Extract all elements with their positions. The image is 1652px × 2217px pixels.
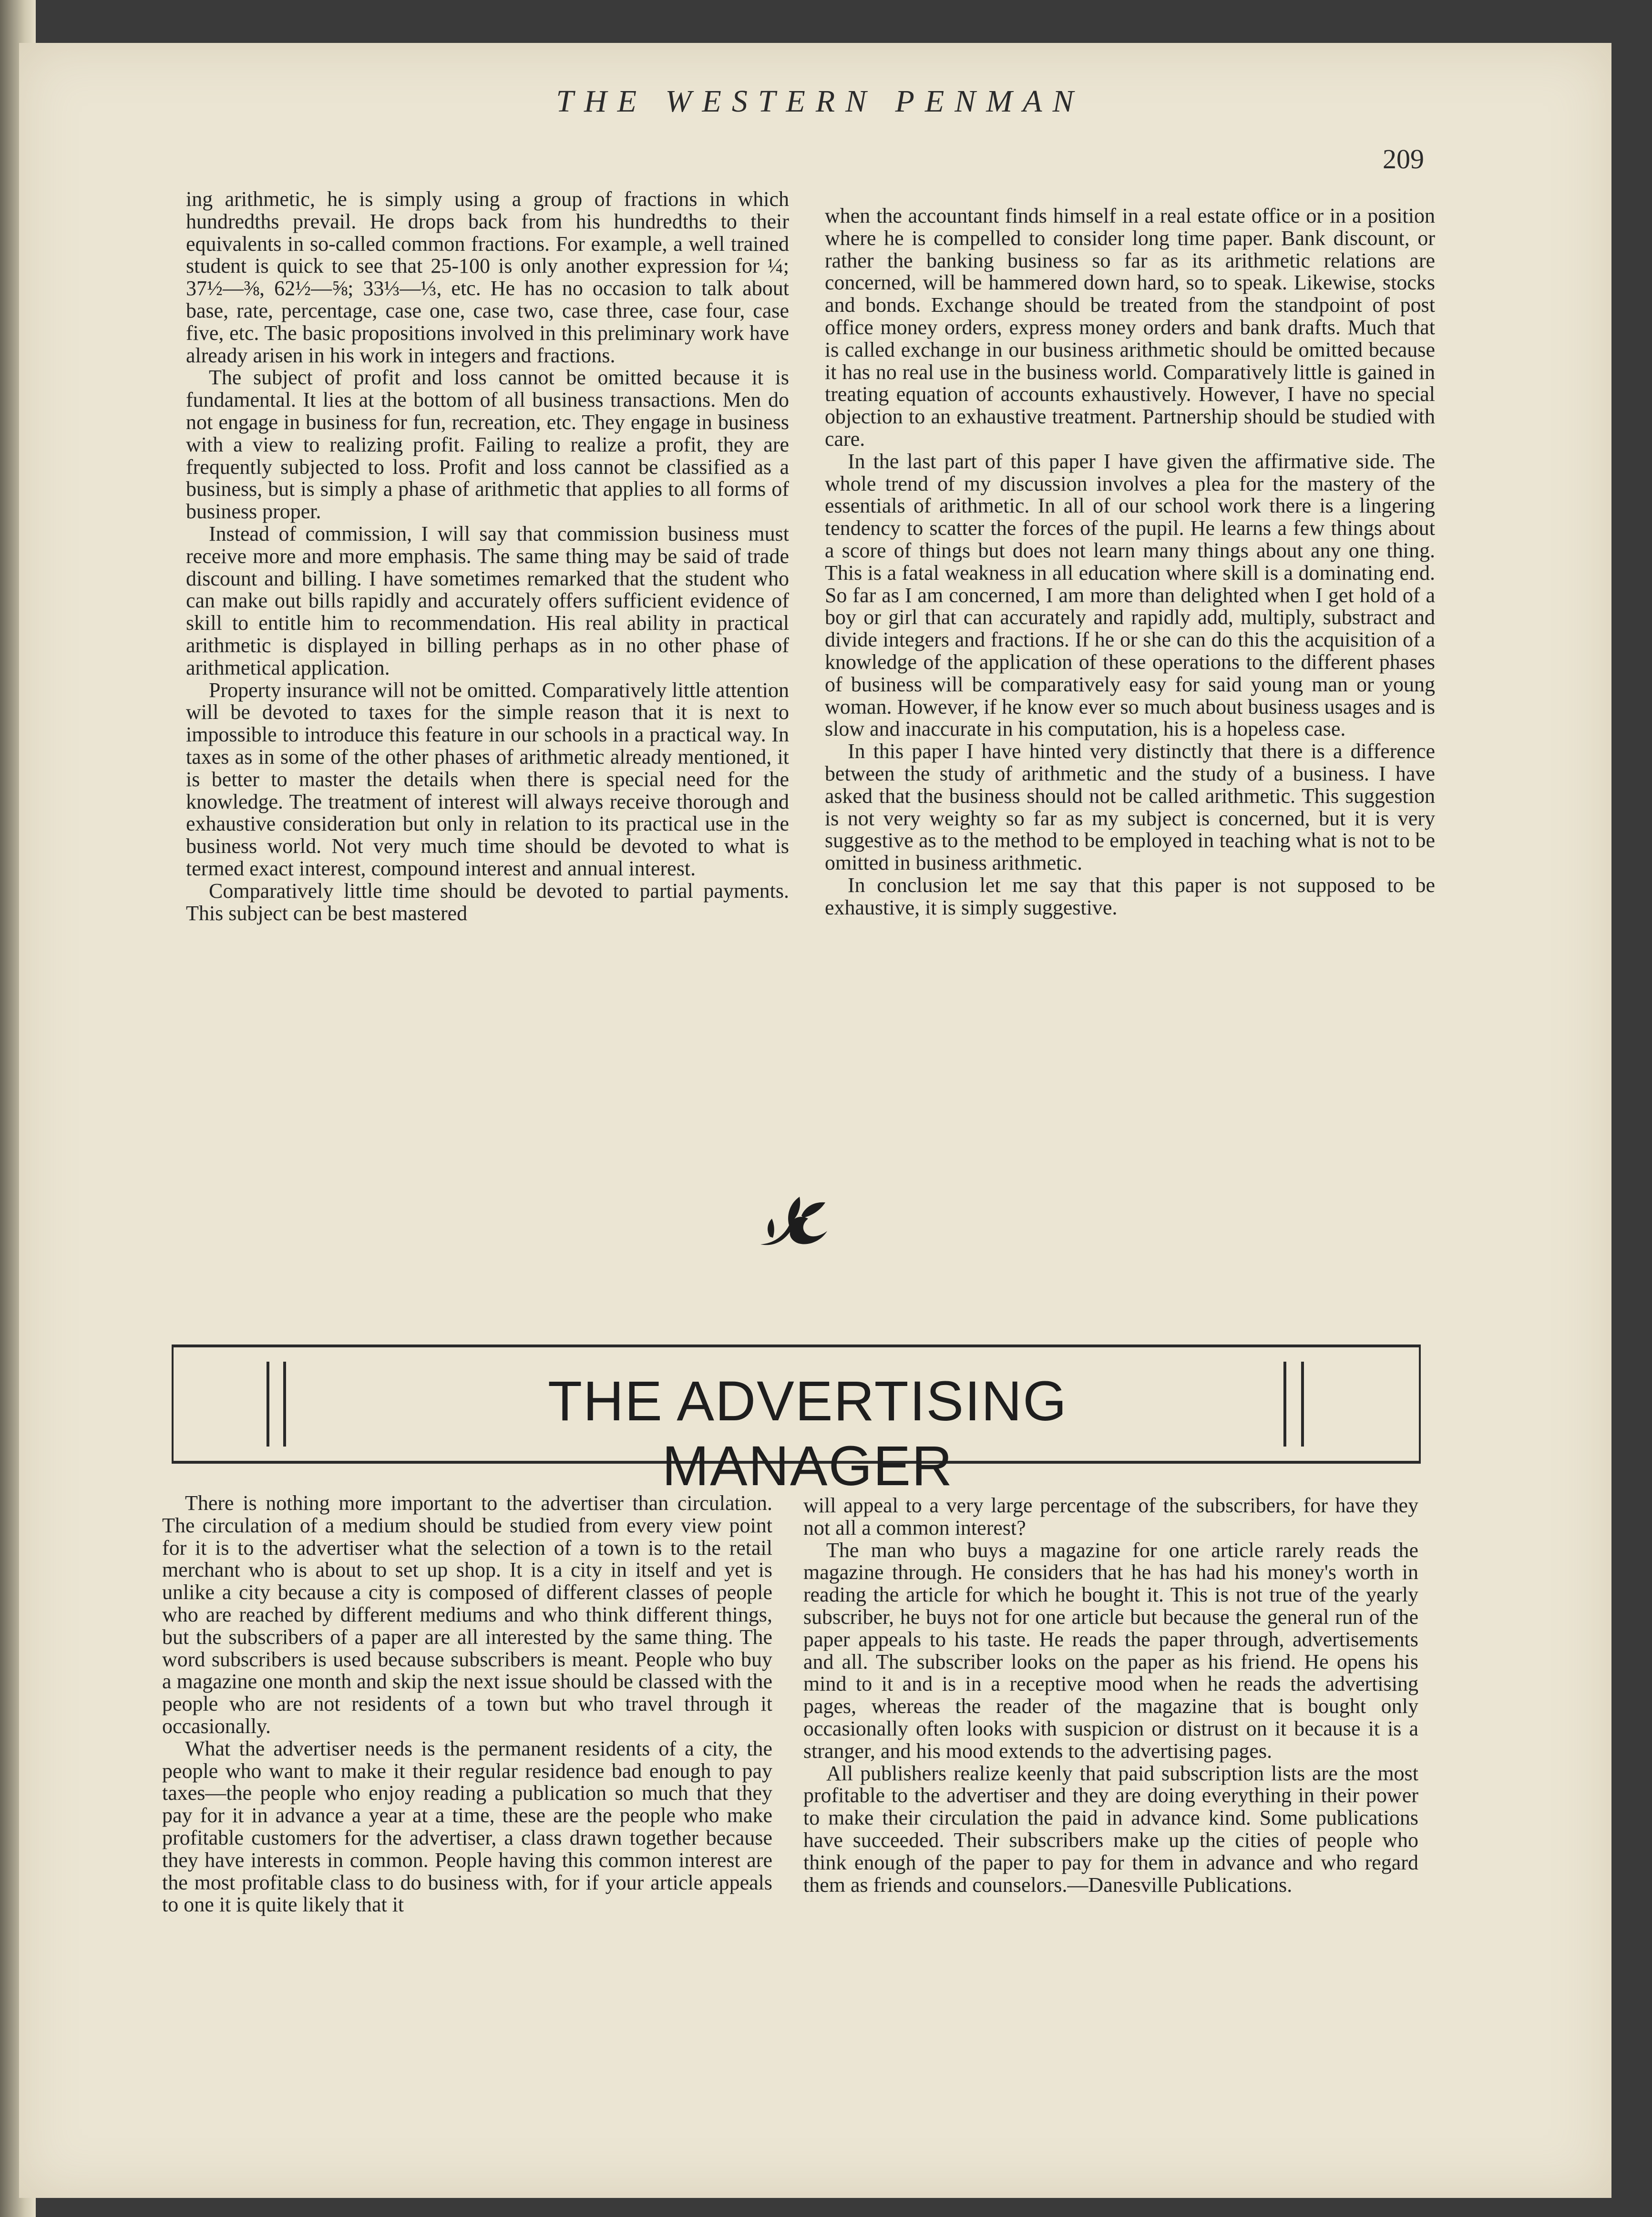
banner-rule [1301, 1362, 1304, 1447]
paragraph: ing arithmetic, he is simply using a group of fractions in which hundredths prevail. He drops back from his hundredths to their equivalents in so-called common fractions. For example, a well trained student is quick to see that 25-100 is only another expression for ¼; 37½—⅜, 62½—⅝; 33⅓—⅓, etc. He has no occasion to talk about base, rate, percentage, case one, case two, case three, case four, case five, etc. The basic propositions involved in this preliminary work have already arisen in his work in integers and fractions. [186, 187, 789, 367]
paragraph: Comparatively little time should be devoted to partial payments. This subject can be best mastered [186, 879, 789, 925]
paragraph: The subject of profit and loss cannot be omitted because it is fundamental. It lies at the bottom of all business transactions. Men do not engage in business for fun, recreation, etc. They engage in business with a view to realizing profit. Failing to realize a profit, they are frequently subjected to loss. Profit and loss cannot be classified as a business, but is simply a phase of arithmetic that applies to all forms of business proper. [186, 366, 789, 523]
paragraph: All publishers realize keenly that paid subscription lists are the most profitable to the advertiser and they are doing everything in their power to make their circulation the paid in advance kind. Some publications have succeeded. Their subscribers make up the cities of people who think enough of the paper to pay for them in advance and who regard them as friends and counselors.—Danesville Publications. [803, 1761, 1418, 1897]
paragraph: when the accountant finds himself in a real estate office or in a position where he is compelled to consider long time paper. Bank discount, or rather the banking business so far as its arithmetic relations are concerned, will be hammered down hard, so to speak. Likewise, stocks and bonds. Exchange should be treated from the standpoint of post office money orders, express money orders and bank drafts. Much that is called exchange in our business arithmetic should be omitted because it has no real use in the business world. Comparatively little is gained in treating equation of accounts exhaustively. However, I have no special objection to an exhaustive treatment. Partnership should be studied with care. [825, 204, 1435, 451]
running-title: THE WESTERN PENMAN [556, 84, 1084, 119]
paragraph: What the advertiser needs is the permanent residents of a city, the people who want to make it their regular residence bad enough to pay taxes—the people who enjoy reading a publication so much that they pay for it in advance a year at a time, these are the people who make profitable customers for the advertiser, a class drawn together because they have interests in common. People having this common interest are the most profitable class to do business with, for if your article appeals to one it is quite likely that it [162, 1736, 772, 1917]
article1-column-left [186, 188, 789, 924]
banner-rule [1283, 1362, 1286, 1447]
paragraph: Property insurance will not be omitted. Comparatively little attention will be devoted to taxes for the simple reason that it is next to impossible to introduce this feature in our schools in a practical way. In taxes as in some of the other phases of arithmetic already mentioned, it is better to master the details when there is special need for the knowledge. The treatment of interest will always receive thorough and exhaustive consideration but only in relation to its practical use in the business world. Not very much time should be devoted to what is termed exact interest, compound interest and annual interest. [186, 678, 789, 880]
paragraph: There is nothing more important to the advertiser than circulation. The circulation of a medium should be studied from every view point for it is to the advertiser what the selection of a town is to the retail merchant who is about to set up shop. It is a city in itself and yet is unlike a city because a city is composed of different classes of people who are reached by different mediums and who think different things, but the subscribers of a paper are all interested by the same thing. The word subscribers is used because subscribers is meant. People who buy a magazine one month and skip the next issue should be classed with the people who are not residents of a town but who travel through it occasionally. [162, 1491, 772, 1738]
paragraph: The man who buys a magazine for one article rarely reads the magazine through. He considers that he has had his money's worth in reading the article for which he bought it. This is not true of the yearly subscriber, he buys not for one article but because the general run of the paper appeals to his taste. He reads the paper through, advertisements and all. The subscriber looks on the paper as his friend. He opens his mind to it and is in a receptive mood when he reads the advertising pages, whereas the reader of the magazine that is bought only occasionally often looks with suspicion or distrust on it because it is a stranger, and his mood extends to the advertising pages. [803, 1538, 1418, 1763]
fleuron-ornament-icon [756, 1187, 832, 1254]
article1-column-right [825, 205, 1435, 919]
paragraph: will appeal to a very large percentage of the subscribers, for have they not all a common interest? [803, 1494, 1418, 1540]
paragraph: In this paper I have hinted very distinctly that there is a difference between the study of arithmetic and the study of a business. I have asked that the business should not be called arithmetic. This suggestion is not very weighty so far as my subject is concerned, but it is very suggestive as to the method to be employed in teaching what is not to be omitted in business arithmetic. [825, 739, 1435, 875]
paragraph: In the last part of this paper I have given the affirmative side. The whole trend of my discussion involves a plea for the mastery of the essentials of arithmetic. In all of our school work there is a lingering tendency to scatter the forces of the pupil. He learns a few things about a score of things but does not learn many things about any one thing. This is a fatal weakness in all education where skill is a dominating end. So far as I am concerned, I am more than delighted when I get hold of a boy or girl that can accurately and rapidly add, multiply, substract and divide integers and fractions. If he or she can do this the acquisition of a knowledge of the application of these operations to the different phases of business will be comparatively easy for said young man or young woman. However, if he know ever so much about business usages and is slow and inaccurate in his computation, his is a hopeless case. [825, 449, 1435, 741]
article2-column-left [162, 1492, 772, 1916]
paragraph: Instead of commission, I will say that commission business must receive more and more emphasis. The same thing may be said of trade discount and billing. I have sometimes remarked that the student who can make out bills rapidly and accurately offers sufficient evidence of skill to entitle him to recommendation. His real ability in practical arithmetic is displayed in billing perhaps as in no other phase of arithmetical application. [186, 522, 789, 679]
banner-rule [283, 1362, 286, 1447]
section-banner [172, 1345, 1421, 1498]
article2-column-right [803, 1495, 1418, 1896]
section-heading: THE ADVERTISING MANAGER [547, 1370, 1068, 1498]
page-number: 209 [1383, 144, 1424, 174]
paragraph: In conclusion let me say that this paper is not supposed to be exhaustive, it is simply suggestive. [825, 873, 1435, 919]
banner-rule [267, 1362, 269, 1447]
